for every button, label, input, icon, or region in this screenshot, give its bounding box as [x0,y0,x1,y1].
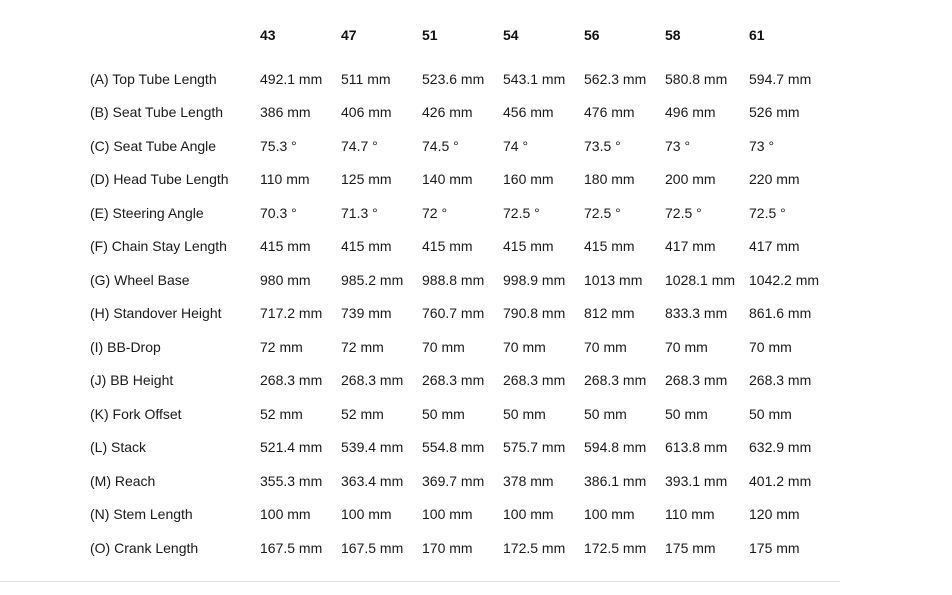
row-label: (O) Crank Length [90,539,199,556]
value-cell-size-54: 543.1 mm [503,70,566,87]
value-cell-size-58: 613.8 mm [665,439,728,456]
table-row [84,196,839,230]
value-cell-size-54: 100 mm [503,506,554,523]
value-cell-size-47: 539.4 mm [341,439,404,456]
value-cell-size-43: 167.5 mm [260,539,323,556]
value-cell-size-58: 73 ° [665,137,691,154]
geometry-table-header [84,14,839,62]
value-cell-size-54: 998.9 mm [503,271,566,288]
size-header-47: 47 [341,27,357,43]
table-row [84,129,839,163]
value-cell-size-58: 268.3 mm [665,372,728,389]
value-cell-size-56: 1013 mm [584,271,643,288]
row-label: (F) Chain Stay Length [90,238,227,255]
table-row [84,263,839,297]
value-cell-size-61: 50 mm [749,405,792,422]
value-cell-size-43: 355.3 mm [260,472,323,489]
value-cell-size-54: 456 mm [503,104,554,121]
value-cell-size-51: 369.7 mm [422,472,485,489]
size-header-56: 56 [584,27,600,43]
value-cell-size-61: 417 mm [749,238,800,255]
value-cell-size-61: 861.6 mm [749,305,812,322]
value-cell-size-56: 268.3 mm [584,372,647,389]
value-cell-size-58: 110 mm [665,506,715,523]
table-row [84,431,839,465]
value-cell-size-43: 415 mm [260,238,311,255]
table-row [84,230,839,264]
value-cell-size-61: 526 mm [749,104,800,121]
value-cell-size-47: 100 mm [341,506,392,523]
value-cell-size-58: 1028.1 mm [665,271,736,288]
value-cell-size-43: 70.3 ° [260,204,297,221]
value-cell-size-47: 985.2 mm [341,271,404,288]
value-cell-size-58: 417 mm [665,238,716,255]
size-header-row [84,14,839,54]
value-cell-size-54: 172.5 mm [503,539,566,556]
value-cell-size-61: 594.7 mm [749,70,812,87]
value-cell-size-47: 511 mm [341,70,391,87]
value-cell-size-54: 268.3 mm [503,372,566,389]
value-cell-size-58: 72.5 ° [665,204,702,221]
table-row [84,297,839,331]
value-cell-size-51: 70 mm [422,338,465,355]
value-cell-size-47: 268.3 mm [341,372,404,389]
value-cell-size-51: 74.5 ° [422,137,459,154]
value-cell-size-56: 594.8 mm [584,439,647,456]
value-cell-size-43: 100 mm [260,506,311,523]
row-label: (E) Steering Angle [90,204,204,221]
value-cell-size-54: 575.7 mm [503,439,566,456]
value-cell-size-56: 70 mm [584,338,627,355]
value-cell-size-54: 790.8 mm [503,305,566,322]
size-header-51: 51 [422,27,438,43]
value-cell-size-51: 100 mm [422,506,473,523]
header-corner-cell [84,14,260,54]
value-cell-size-47: 72 mm [341,338,384,355]
value-cell-size-47: 74.7 ° [341,137,378,154]
value-cell-size-43: 492.1 mm [260,70,323,87]
row-label: (L) Stack [90,439,147,456]
table-row [84,330,839,364]
table-row [84,531,839,565]
value-cell-size-58: 200 mm [665,171,716,188]
value-cell-size-58: 580.8 mm [665,70,728,87]
value-cell-size-56: 386.1 mm [584,472,647,489]
size-header-43: 43 [260,27,276,43]
size-header-58: 58 [665,27,681,43]
row-label: (A) Top Tube Length [90,70,217,87]
value-cell-size-61: 268.3 mm [749,372,812,389]
value-cell-size-61: 1042.2 mm [749,271,820,288]
value-cell-size-54: 415 mm [503,238,554,255]
value-cell-size-61: 70 mm [749,338,792,355]
value-cell-size-58: 833.3 mm [665,305,728,322]
value-cell-size-51: 72 ° [422,204,448,221]
value-cell-size-51: 523.6 mm [422,70,485,87]
size-header-61: 61 [749,27,765,43]
value-cell-size-54: 74 ° [503,137,529,154]
value-cell-size-43: 268.3 mm [260,372,323,389]
row-label: (N) Stem Length [90,506,193,523]
value-cell-size-43: 521.4 mm [260,439,323,456]
geometry-table [84,14,839,565]
value-cell-size-47: 71.3 ° [341,204,378,221]
value-cell-size-43: 75.3 ° [260,137,297,154]
table-row [84,96,839,130]
value-cell-size-61: 73 ° [749,137,775,154]
value-cell-size-56: 100 mm [584,506,635,523]
value-cell-size-43: 52 mm [260,405,303,422]
value-cell-size-54: 72.5 ° [503,204,540,221]
value-cell-size-43: 72 mm [260,338,303,355]
value-cell-size-47: 52 mm [341,405,384,422]
row-label: (H) Standover Height [90,305,222,322]
value-cell-size-47: 406 mm [341,104,392,121]
row-label: (C) Seat Tube Angle [90,137,217,154]
value-cell-size-61: 220 mm [749,171,800,188]
value-cell-size-58: 70 mm [665,338,708,355]
value-cell-size-43: 980 mm [260,271,311,288]
row-label: (I) BB-Drop [90,338,161,355]
bottom-divider [0,581,840,582]
value-cell-size-51: 170 mm [422,539,473,556]
value-cell-size-47: 415 mm [341,238,392,255]
value-cell-size-61: 632.9 mm [749,439,812,456]
value-cell-size-56: 812 mm [584,305,635,322]
value-cell-size-58: 496 mm [665,104,716,121]
value-cell-size-56: 562.3 mm [584,70,647,87]
value-cell-size-51: 554.8 mm [422,439,485,456]
table-row [84,464,839,498]
table-row [84,163,839,197]
value-cell-size-43: 386 mm [260,104,311,121]
value-cell-size-54: 70 mm [503,338,546,355]
row-label: (K) Fork Offset [90,405,182,422]
value-cell-size-54: 378 mm [503,472,554,489]
geometry-table-body [84,62,839,565]
value-cell-size-56: 172.5 mm [584,539,647,556]
value-cell-size-61: 175 mm [749,539,800,556]
row-label: (M) Reach [90,472,156,489]
value-cell-size-51: 268.3 mm [422,372,485,389]
value-cell-size-47: 167.5 mm [341,539,404,556]
header-spacer [84,54,839,62]
row-label: (B) Seat Tube Length [90,104,224,121]
value-cell-size-51: 426 mm [422,104,473,121]
value-cell-size-56: 180 mm [584,171,635,188]
table-row [84,62,839,96]
value-cell-size-43: 110 mm [260,171,310,188]
value-cell-size-58: 50 mm [665,405,708,422]
table-row [84,364,839,398]
row-label: (D) Head Tube Length [90,171,229,188]
table-row [84,397,839,431]
value-cell-size-54: 160 mm [503,171,554,188]
value-cell-size-56: 50 mm [584,405,627,422]
value-cell-size-58: 393.1 mm [665,472,728,489]
value-cell-size-54: 50 mm [503,405,546,422]
value-cell-size-51: 415 mm [422,238,473,255]
value-cell-size-47: 739 mm [341,305,392,322]
value-cell-size-61: 72.5 ° [749,204,786,221]
table-row [84,498,839,532]
value-cell-size-61: 401.2 mm [749,472,812,489]
value-cell-size-56: 73.5 ° [584,137,621,154]
row-label: (J) BB Height [90,372,174,389]
value-cell-size-56: 72.5 ° [584,204,621,221]
row-label: (G) Wheel Base [90,271,190,288]
value-cell-size-61: 120 mm [749,506,800,523]
value-cell-size-51: 140 mm [422,171,473,188]
value-cell-size-51: 760.7 mm [422,305,485,322]
value-cell-size-47: 363.4 mm [341,472,404,489]
value-cell-size-56: 415 mm [584,238,635,255]
size-header-54: 54 [503,27,519,43]
value-cell-size-51: 50 mm [422,405,465,422]
value-cell-size-58: 175 mm [665,539,716,556]
value-cell-size-43: 717.2 mm [260,305,323,322]
value-cell-size-56: 476 mm [584,104,635,121]
value-cell-size-47: 125 mm [341,171,392,188]
value-cell-size-51: 988.8 mm [422,271,485,288]
